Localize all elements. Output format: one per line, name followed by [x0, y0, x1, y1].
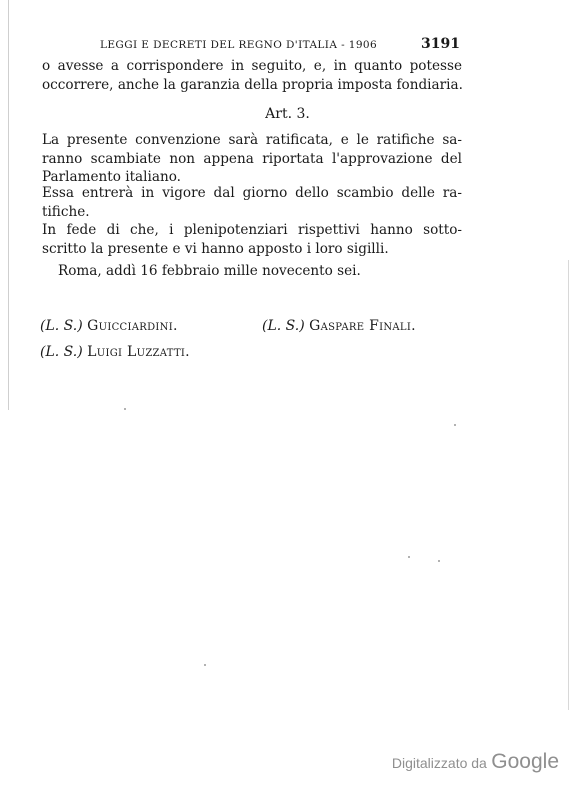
- signatory-name: Luigi Luzzatti.: [87, 344, 190, 360]
- text-line: In fede di che, i plenipotenziari rispettivi hanno sotto-: [42, 222, 462, 238]
- scan-speck: [438, 560, 440, 562]
- google-logo: Google: [491, 750, 559, 773]
- signature-luzzatti: [40, 344, 190, 360]
- text-line: occorrere, anche la garanzia della propria imposta fondiaria.: [42, 76, 463, 93]
- page-edge-rule-right: [568, 260, 569, 710]
- paragraph-ratification: [42, 131, 462, 187]
- signatory-name: Guicciardini.: [87, 318, 178, 334]
- article-title: Art. 3.: [265, 106, 310, 122]
- scan-speck: [204, 664, 206, 666]
- running-head: LEGGI E DECRETI DEL REGNO D'ITALIA - 1906: [100, 39, 378, 51]
- text-line: o avesse a corrispondere in seguito, e, in quanto potesse: [42, 58, 462, 74]
- scan-speck: [408, 556, 410, 558]
- page-header: [100, 36, 460, 54]
- signature-guicciardini: [40, 318, 178, 334]
- text-line: La presente convenzione sarà ratificata, e le ratifiche sa-: [42, 132, 462, 148]
- scan-speck: [124, 408, 126, 410]
- scan-speck: [454, 424, 456, 426]
- seal-mark: (L. S.): [40, 344, 83, 360]
- text-line: Essa entrerà in vigore dal giorno dello scambio delle ra-: [42, 185, 462, 201]
- paragraph-signing: [42, 221, 462, 258]
- paragraph-entry-into-force: [42, 184, 462, 221]
- dateline-text: Roma, addì 16 febbraio mille novecento sei.: [58, 263, 361, 279]
- dateline: [58, 262, 478, 281]
- text-line: tifiche.: [42, 203, 90, 220]
- digitization-watermark: [392, 750, 559, 774]
- signature-finali: [262, 318, 416, 334]
- page-number: 3191: [421, 36, 460, 52]
- page-edge-rule: [8, 0, 9, 410]
- text-line: scritto la presente e vi hanno apposto i loro sigilli.: [42, 240, 389, 257]
- seal-mark: (L. S.): [262, 318, 305, 334]
- text-line: ranno scambiate non appena riportata l'approvazione del: [42, 150, 462, 167]
- watermark-prefix: Digitalizzato da: [391, 755, 487, 771]
- top-paragraph: [42, 57, 462, 94]
- text-line: Parlamento italiano.: [42, 169, 181, 185]
- signatory-name: Gaspare Finali.: [309, 318, 416, 334]
- seal-mark: (L. S.): [40, 318, 83, 334]
